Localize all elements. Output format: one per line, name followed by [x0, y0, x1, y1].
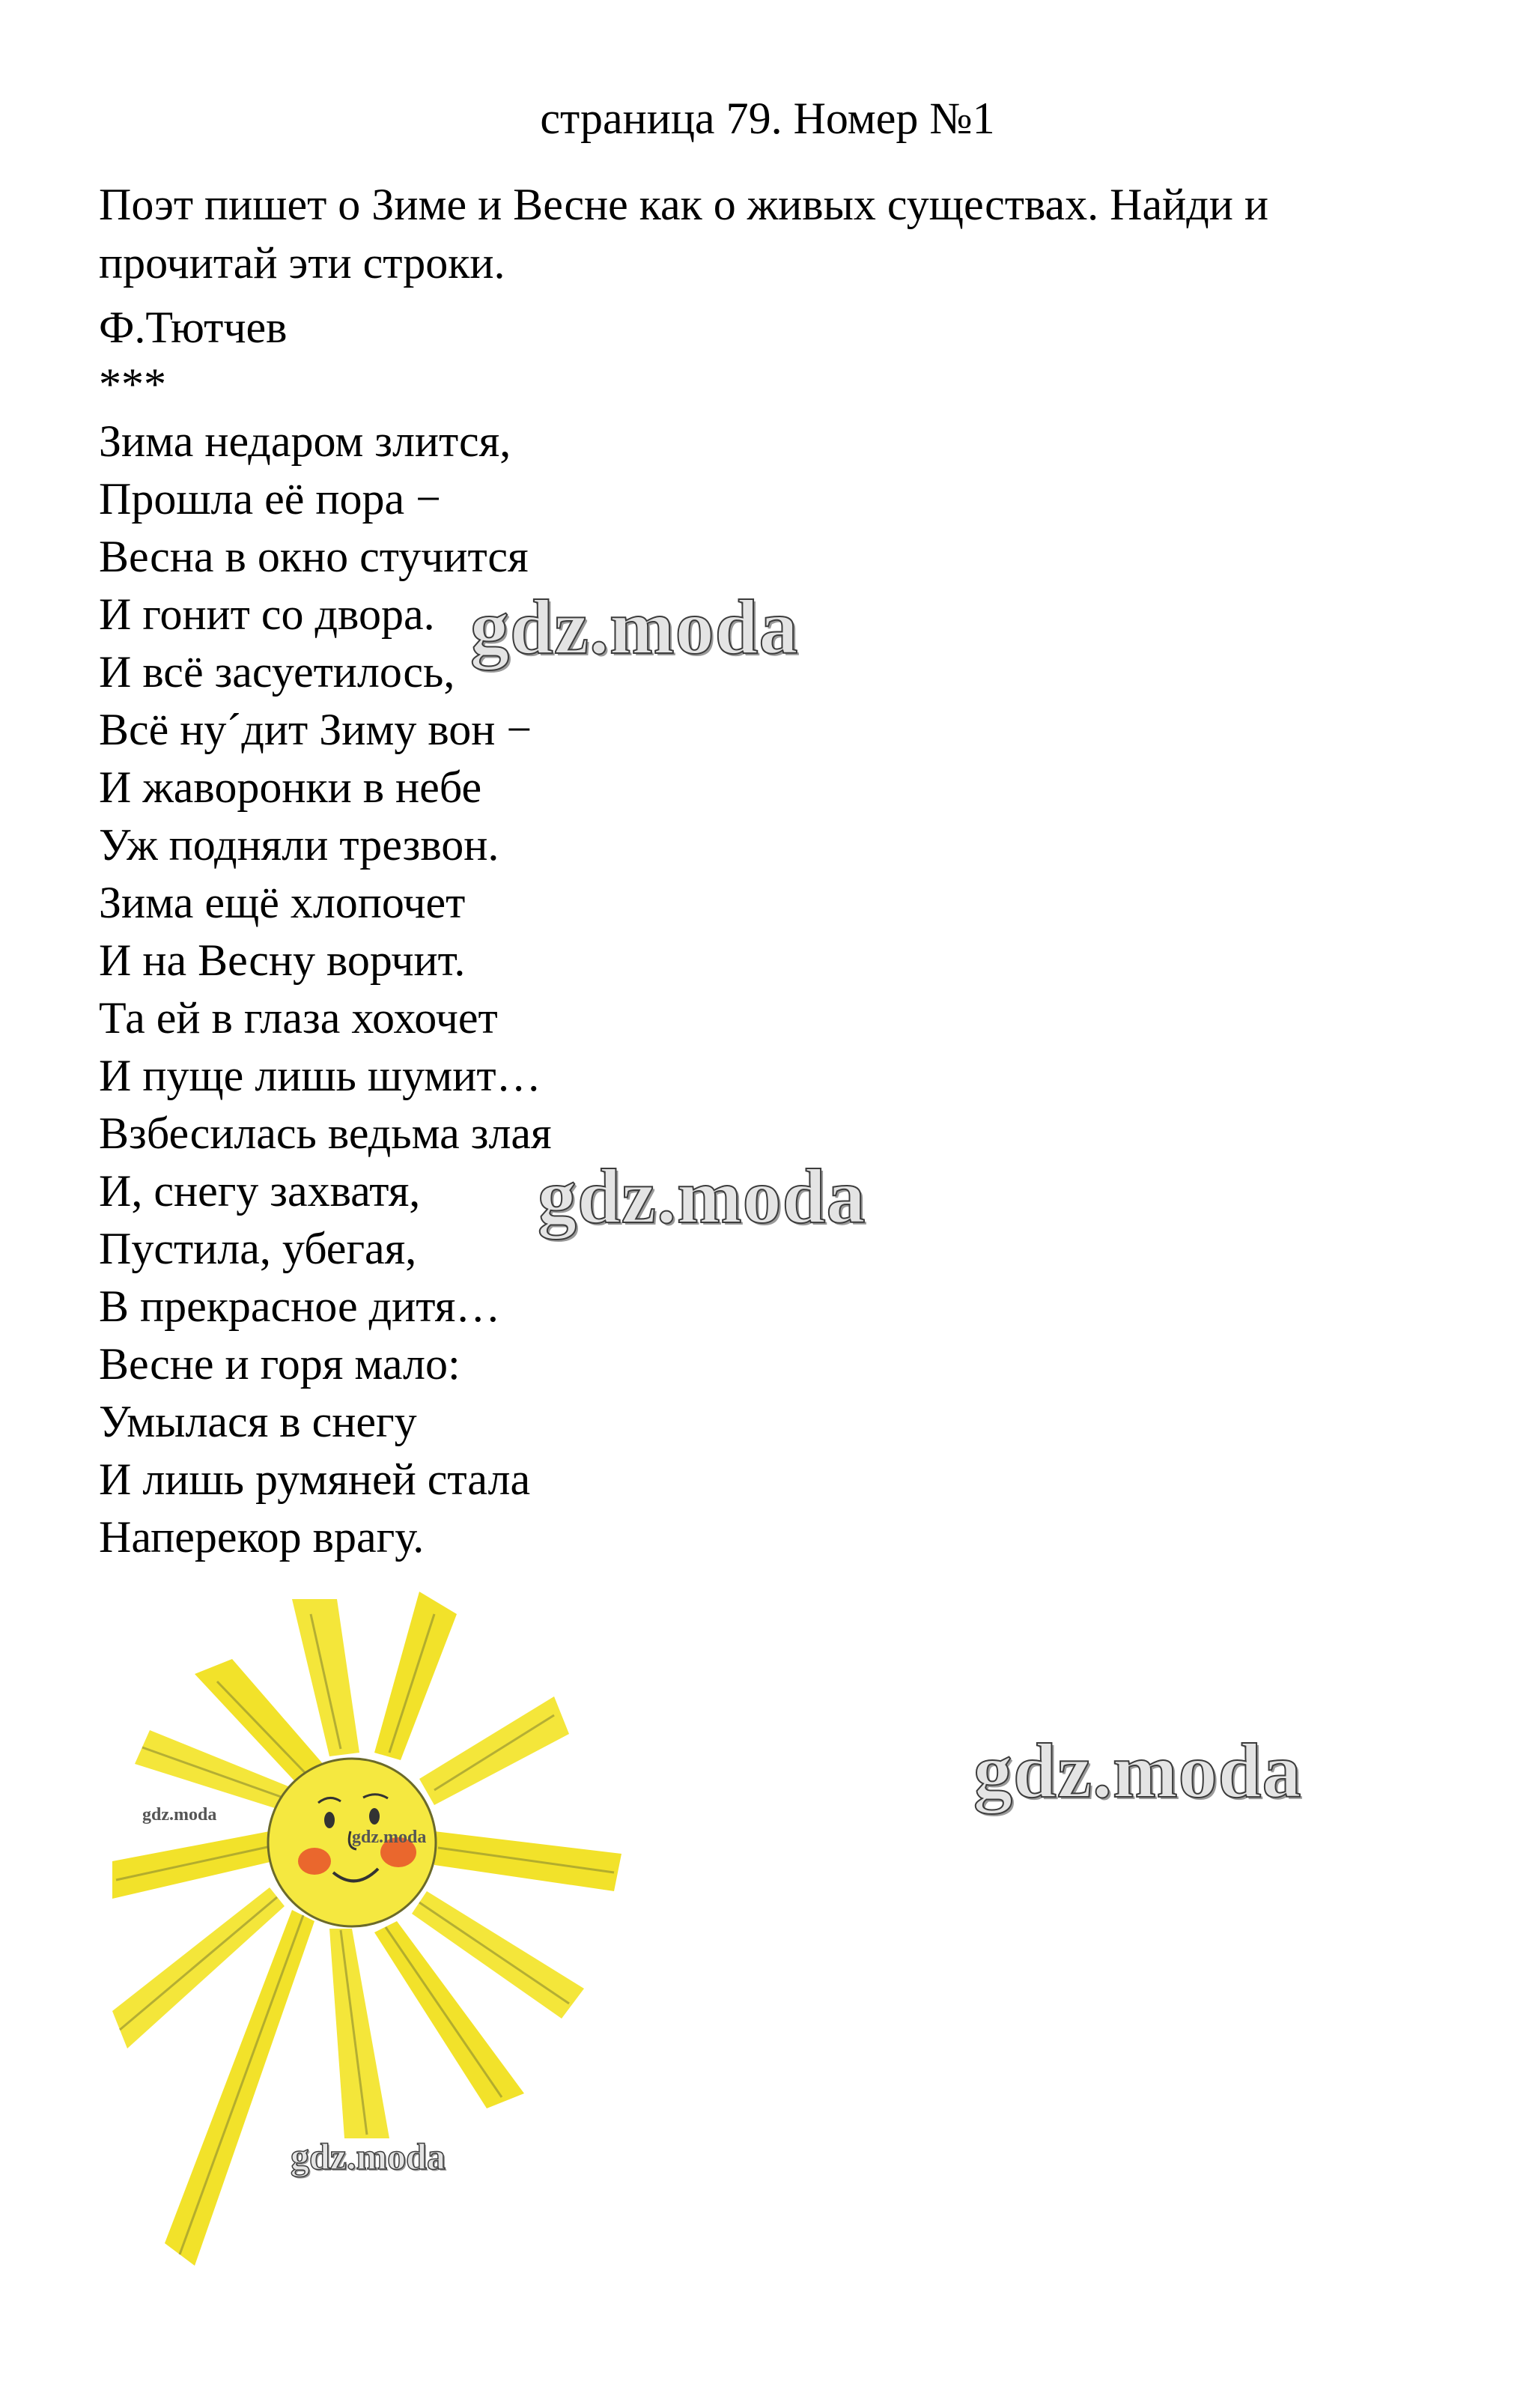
- poem-line: И всё засуетилось,: [99, 647, 455, 697]
- sun-rays: [112, 1592, 621, 2266]
- sun-face: [268, 1759, 436, 1926]
- poem-line: Взбесилась ведьма злая: [99, 1109, 552, 1158]
- page-header: страница 79. Номер №1: [540, 94, 995, 143]
- poem-line: Прошла её пора −: [99, 474, 441, 524]
- poem-line: Зима недаром злится,: [99, 416, 511, 466]
- poem-line: И гонит со двора.: [99, 589, 435, 639]
- watermark: gdz.moda: [470, 584, 799, 670]
- poem-line: В прекрасное дитя…: [99, 1282, 501, 1331]
- task-text: [99, 175, 1462, 292]
- poem-line: Весне и горя мало:: [99, 1339, 460, 1389]
- watermark: gdz.moda: [291, 2135, 446, 2177]
- poem-line: Умылася в снегу: [99, 1397, 417, 1446]
- poem-line: Наперекор врагу.: [99, 1512, 425, 1562]
- watermark: gdz.moda: [538, 1153, 866, 1240]
- poem: [99, 413, 552, 1566]
- poem-line: И на Весну ворчит.: [99, 935, 466, 985]
- watermark: gdz.moda: [142, 1805, 217, 1825]
- watermark: gdz.moda: [352, 1828, 427, 1847]
- watermark: gdz.moda: [973, 1728, 1302, 1814]
- poem-line: И жаворонки в небе: [99, 762, 482, 812]
- poem-line: Зима ещё хлопочет: [99, 878, 466, 927]
- poem-line: И, снегу захватя,: [99, 1166, 421, 1216]
- poem-line: И пуще лишь шумит…: [99, 1051, 541, 1100]
- task-line-1: Поэт пишет о Зиме и Весне как о живых существах. Найди и: [99, 180, 1268, 229]
- poem-line: Та ей в глаза хохочет: [99, 993, 498, 1043]
- poem-line: Пустила, убегая,: [99, 1224, 417, 1273]
- poem-line: Всё ну´дит Зиму вон −: [99, 705, 532, 754]
- poem-separator: ***: [99, 360, 166, 409]
- poem-author: Ф.Тютчев: [99, 303, 288, 352]
- smiling-sun-icon: [105, 1569, 659, 2318]
- poem-line: Уж подняли трезвон.: [99, 820, 499, 870]
- poem-line: И лишь румяней стала: [99, 1455, 531, 1504]
- task-line-2: прочитай эти строки.: [99, 238, 505, 288]
- poem-line: Весна в окно стучится: [99, 532, 529, 581]
